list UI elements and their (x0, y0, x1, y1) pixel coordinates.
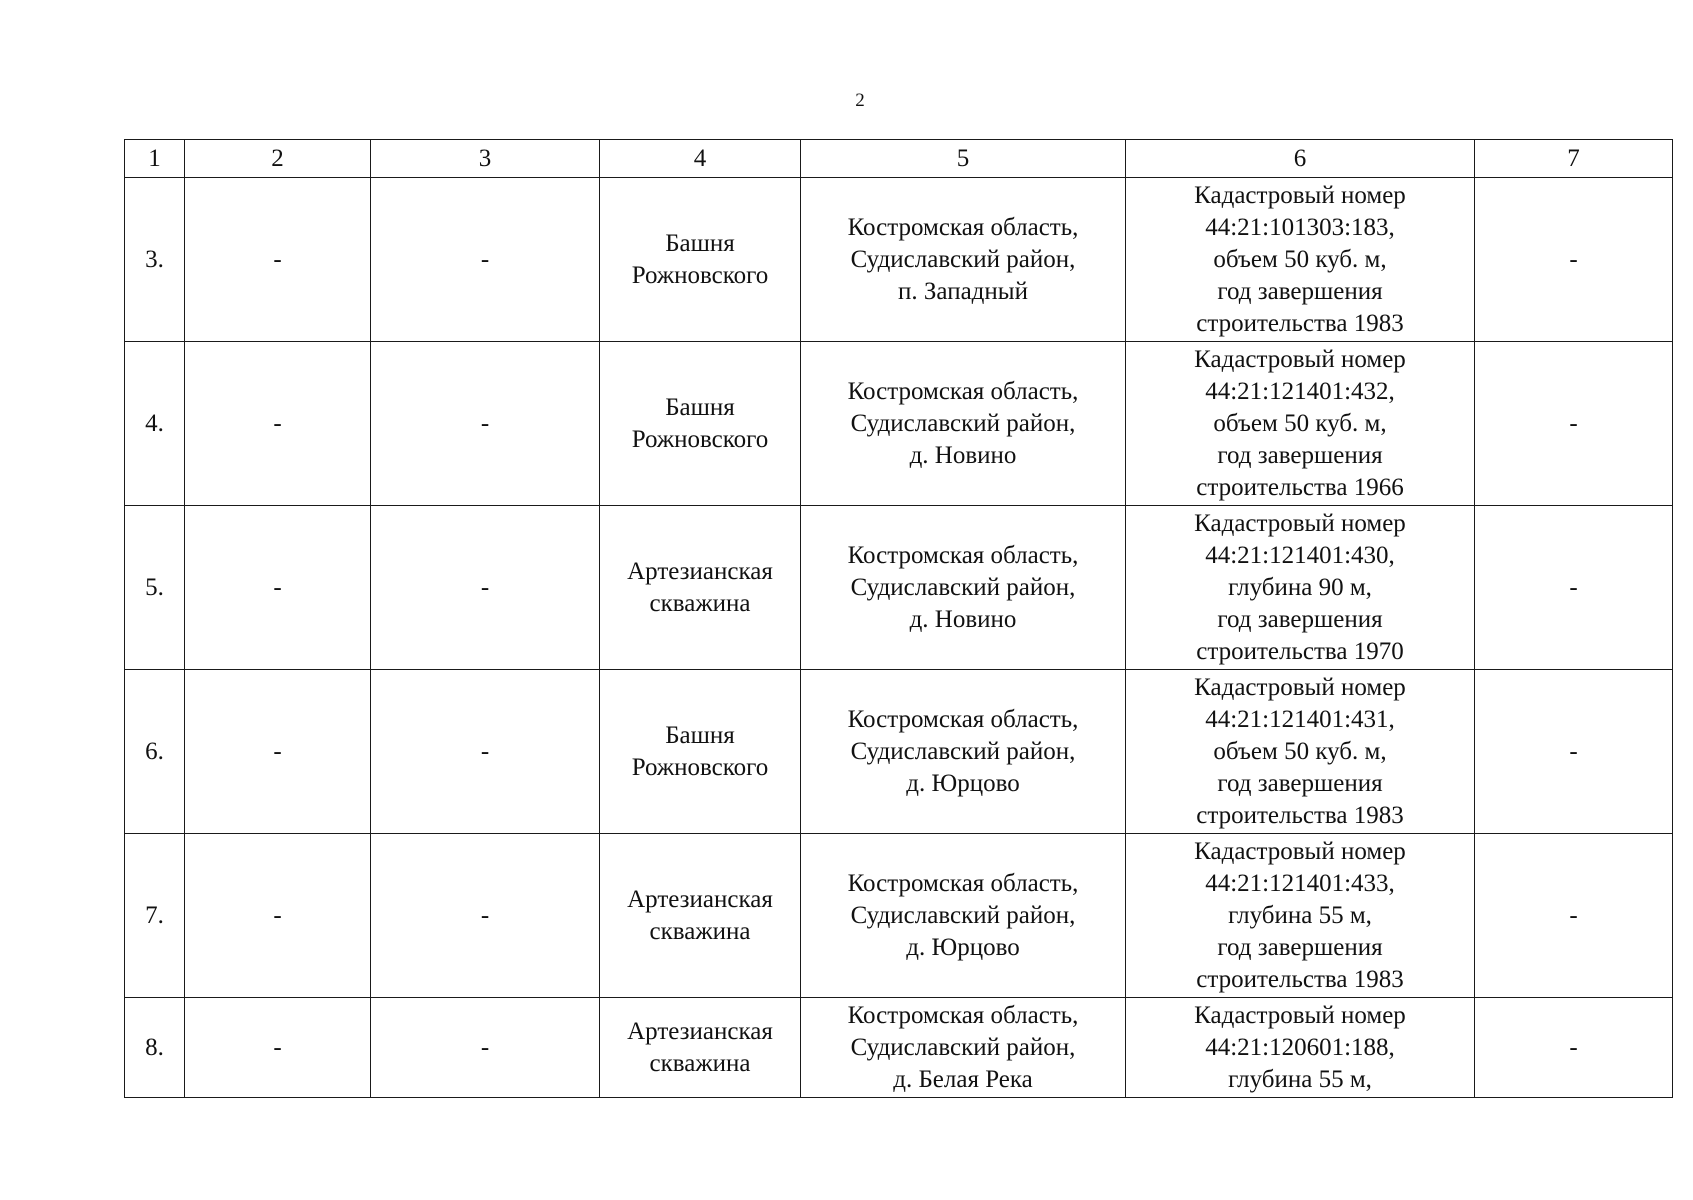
cell-col7: - (1475, 506, 1673, 670)
object-address: Костромская область, Судиславский район, д. Юрцово (801, 670, 1126, 834)
cell-col2: - (185, 506, 371, 670)
object-name: Артезианская скважина (600, 506, 801, 670)
column-header-4: 4 (600, 140, 801, 178)
object-details: Кадастровый номер 44:21:121401:433, глубина 55 м, год завершения строительства 1983 (1126, 834, 1475, 998)
object-address: Костромская область, Судиславский район, д. Новино (801, 506, 1126, 670)
row-number: 8. (125, 998, 185, 1098)
cell-col2: - (185, 834, 371, 998)
table-row (125, 178, 1673, 342)
cell-col3: - (371, 998, 600, 1098)
object-address: Костромская область, Судиславский район, д. Новино (801, 342, 1126, 506)
table-row (125, 342, 1673, 506)
cell-col3: - (371, 834, 600, 998)
column-header-7: 7 (1475, 140, 1673, 178)
column-header-3: 3 (371, 140, 600, 178)
cell-col7: - (1475, 834, 1673, 998)
object-name: Башня Рожновского (600, 670, 801, 834)
property-table (124, 139, 1673, 1098)
object-address: Костромская область, Судиславский район, д. Юрцово (801, 834, 1126, 998)
cell-col7: - (1475, 670, 1673, 834)
table-header-row (125, 140, 1673, 178)
object-details: Кадастровый номер 44:21:121401:430, глубина 90 м, год завершения строительства 1970 (1126, 506, 1475, 670)
object-details: Кадастровый номер 44:21:121401:432, объем 50 куб. м, год завершения строительства 1966 (1126, 342, 1475, 506)
table-row (125, 670, 1673, 834)
row-number: 6. (125, 670, 185, 834)
cell-col3: - (371, 342, 600, 506)
column-header-5: 5 (801, 140, 1126, 178)
object-name: Артезианская скважина (600, 834, 801, 998)
object-details: Кадастровый номер 44:21:121401:431, объем 50 куб. м, год завершения строительства 1983 (1126, 670, 1475, 834)
row-number: 5. (125, 506, 185, 670)
cell-col7: - (1475, 998, 1673, 1098)
object-name: Башня Рожновского (600, 178, 801, 342)
object-address: Костромская область, Судиславский район, п. Западный (801, 178, 1126, 342)
object-address: Костромская область, Судиславский район, д. Белая Река (801, 998, 1126, 1098)
cell-col2: - (185, 342, 371, 506)
table-row (125, 506, 1673, 670)
object-name: Башня Рожновского (600, 342, 801, 506)
row-number: 3. (125, 178, 185, 342)
column-header-1: 1 (125, 140, 185, 178)
cell-col7: - (1475, 178, 1673, 342)
column-header-2: 2 (185, 140, 371, 178)
cell-col3: - (371, 670, 600, 834)
row-number: 7. (125, 834, 185, 998)
cell-col2: - (185, 178, 371, 342)
cell-col3: - (371, 506, 600, 670)
table-row (125, 834, 1673, 998)
row-number: 4. (125, 342, 185, 506)
cell-col3: - (371, 178, 600, 342)
cell-col2: - (185, 998, 371, 1098)
page-number: 2 (855, 90, 865, 111)
object-details: Кадастровый номер 44:21:120601:188, глубина 55 м, (1126, 998, 1475, 1098)
cell-col7: - (1475, 342, 1673, 506)
column-header-6: 6 (1126, 140, 1475, 178)
table-row (125, 998, 1673, 1098)
object-details: Кадастровый номер 44:21:101303:183, объем 50 куб. м, год завершения строительства 1983 (1126, 178, 1475, 342)
cell-col2: - (185, 670, 371, 834)
object-name: Артезианская скважина (600, 998, 801, 1098)
